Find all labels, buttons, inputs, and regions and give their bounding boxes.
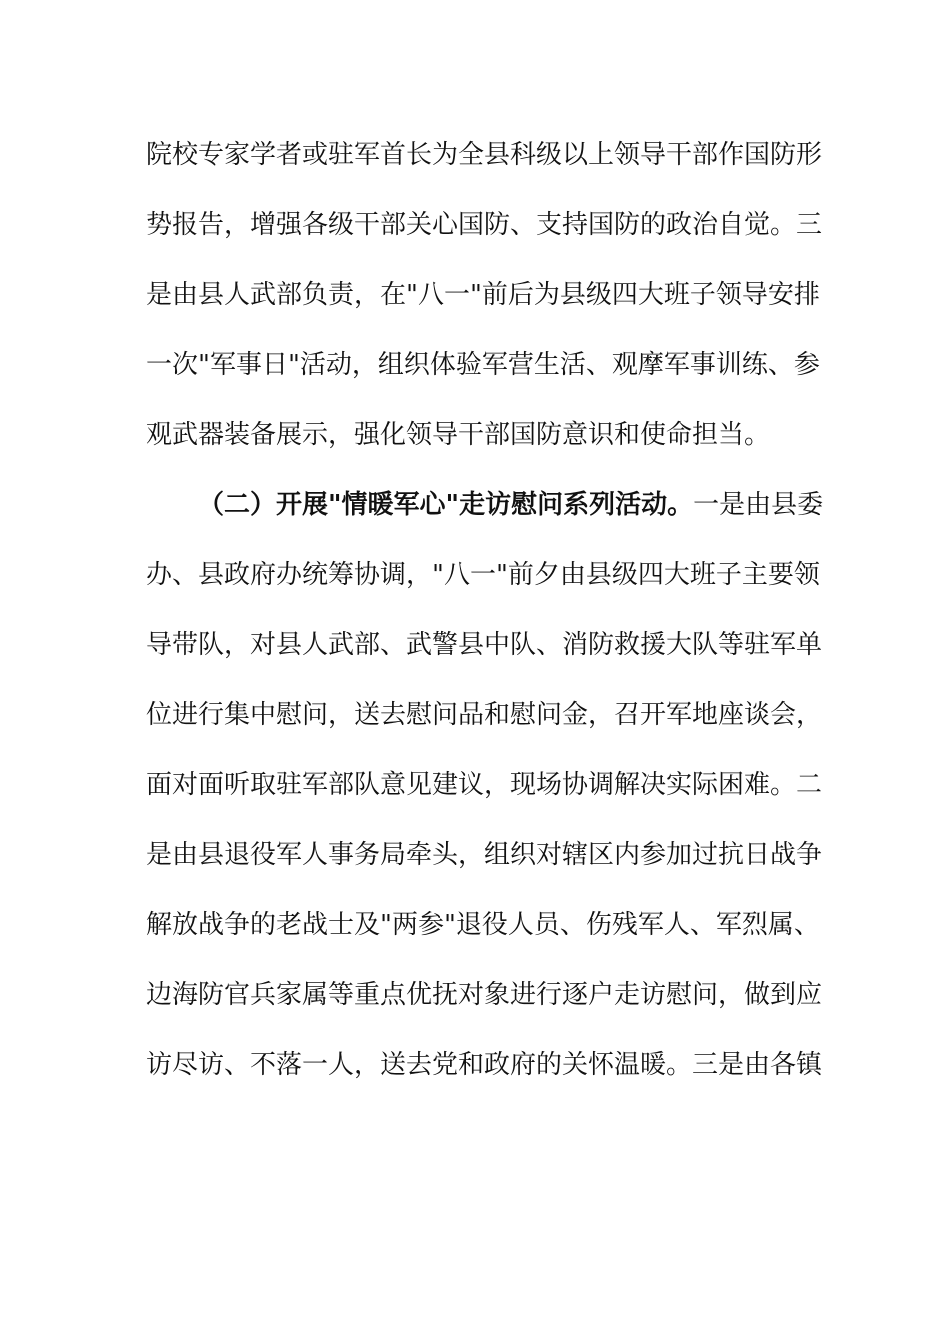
text-line: 势报告，增强各级干部关心国防、支持国防的政治自觉。三 [146,210,823,240]
text-line: 边海防官兵家属等重点优抚对象进行逐户走访慰问，做到应 [146,980,823,1010]
text-line: 观武器装备展示，强化领导干部国防意识和使命担当。 [146,420,771,450]
paragraph-heading-line [198,485,824,525]
text-line: 是由县退役军人事务局牵头，组织对辖区内参加过抗日战争 [146,840,823,870]
text-line: 一次"军事日"活动，组织体验军营生活、观摩军事训练、参 [146,350,820,380]
text-line: 面对面听取驻军部队意见建议，现场协调解决实际困难。二 [146,770,823,800]
heading-line-text: 一是由县委 [693,490,824,520]
text-line: 是由县人武部负责，在"八一"前后为县级四大班子领导安排 [146,280,820,310]
text-line: 办、县政府办统筹协调，"八一"前夕由县级四大班子主要领 [146,560,820,590]
text-line: 导带队，对县人武部、武警县中队、消防救援大队等驻军单 [146,630,823,660]
text-line: 访尽访、不落一人，送去党和政府的关怀温暖。三是由各镇 [146,1050,823,1080]
text-line: 位进行集中慰问，送去慰问品和慰问金，召开军地座谈会， [146,700,823,730]
text-line: 解放战争的老战士及"两参"退役人员、伤残军人、军烈属、 [146,910,820,940]
text-line: 院校专家学者或驻军首长为全县科级以上领导干部作国防形 [146,140,823,170]
section-heading: （二）开展"情暖军心"走访慰问系列活动。 [198,490,694,520]
